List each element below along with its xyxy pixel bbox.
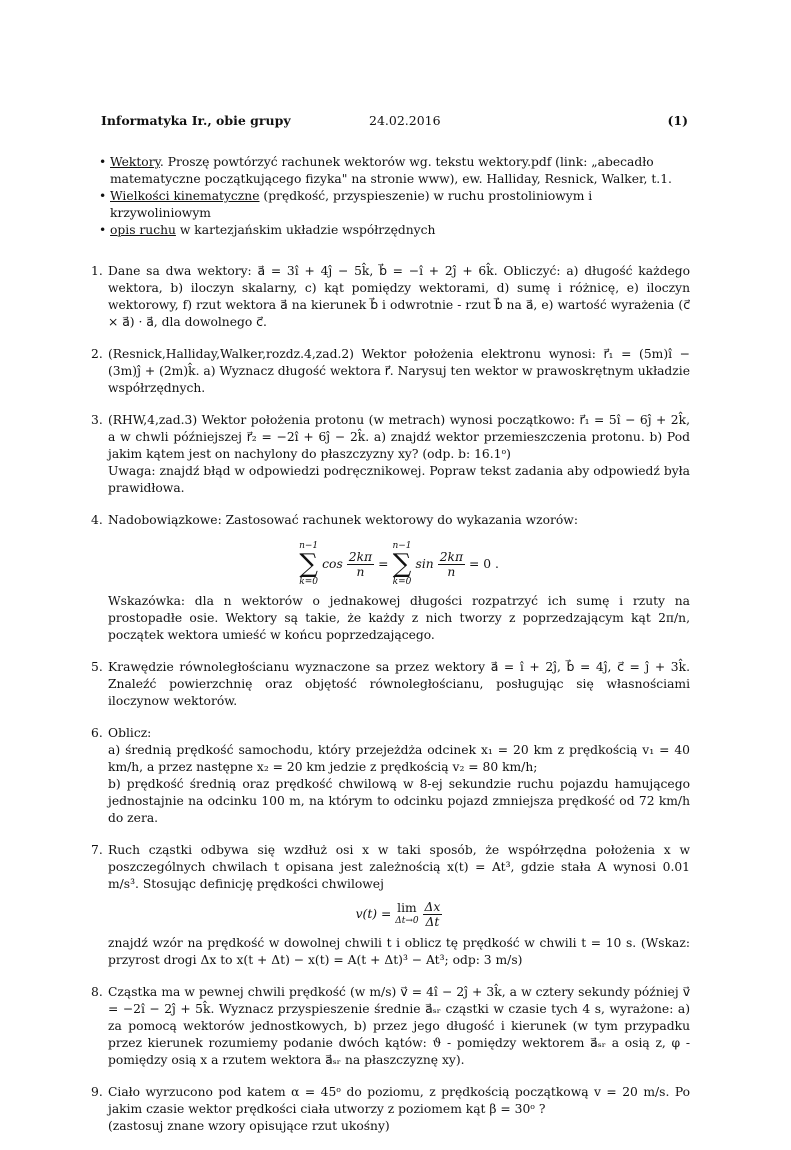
task-number: 1. — [91, 264, 103, 278]
sum-formula — [108, 536, 690, 587]
sum-lower: k=0 — [299, 577, 318, 587]
topic-text: w kartezjańskim układzie współrzędnych — [175, 223, 436, 237]
task-text: (RHW,4,zad.3) Wektor położenia protonu (w metrach) wynosi początkowo: r⃗₁ = 5î − 6ĵ + 2k̂, a w chwli późniejszej r⃗₂ = −2î + 6ĵ − 2k̂. a) znajdź wektor przemieszczenia protonu. b) Pod jakim kątem jest on nachylony do płaszczyzny xy? (odp. b: 16.1ᵒ) — [108, 413, 690, 461]
task-text-after: znajdź wzór na prędkość w dowolnej chwili t i oblicz tę prędkość w chwili t = 10 s. (Wskaz: przyrost drogi Δx to x(t + Δt) − x(t) = A(t + Δt)³ − At³; odp: 3 m/s) — [108, 936, 690, 967]
topic-item — [99, 222, 690, 239]
fraction — [423, 900, 443, 929]
task-number: 3. — [91, 413, 103, 427]
task-7 — [91, 842, 690, 969]
task-3 — [91, 412, 690, 497]
course-title: Informatyka Ir., obie grupy — [101, 113, 291, 128]
task-line: Oblicz: — [108, 726, 152, 740]
task-number: 2. — [91, 347, 103, 361]
limit-label: lim — [397, 900, 417, 915]
fraction-numerator: Δx — [424, 900, 441, 914]
tasks-list — [90, 263, 690, 1135]
sigma-icon: ∑ — [299, 549, 318, 579]
sum-upper: n−1 — [392, 541, 412, 551]
task-6 — [91, 725, 690, 827]
fraction-denominator: n — [447, 564, 456, 579]
fraction-numerator: 2kπ — [348, 549, 373, 564]
task-text: Cząstka ma w pewnej chwili prędkość (w m/s) v⃗ = 4î − 2ĵ + 3k̂, a w cztery sekundy później v⃗ = −2î − 2ĵ + 5k̂. Wyznacz przyspieszenie średnie a⃗ₛᵣ cząstki w czasie tych 4 s, wyrażone: a) za pomocą wektorów jednostkowych, b) przez jego długość i kierunek (w tym przypadku przez kierunek rozumiemy podanie dwóch kątów: ϑ - pomiędzy wektorem a⃗ₛᵣ a osią z, φ - pomiędzy osią x a rzutem wektora a⃗ₛᵣ na płaszczyznę xy). — [108, 985, 690, 1067]
topic-term: Wektory — [110, 155, 160, 169]
page — [90, 112, 690, 1150]
limit-subscript: Δt→0 — [395, 915, 419, 926]
topic-term: Wielkości kinematyczne — [110, 189, 260, 203]
task-2 — [91, 346, 690, 397]
sum-lower: k=0 — [392, 577, 412, 587]
topics-list — [99, 154, 690, 239]
fraction-numerator: 2kπ — [439, 549, 464, 564]
sum-symbol — [392, 541, 411, 587]
velocity-formula — [108, 900, 690, 929]
fraction — [438, 550, 465, 579]
task-9 — [91, 1084, 690, 1135]
topic-item — [99, 188, 690, 222]
task-note: (zastosuj znane wzory opisujące rzut ukośny) — [108, 1119, 390, 1133]
fraction — [347, 550, 374, 579]
task-5 — [91, 659, 690, 710]
sheet-number: (1) — [667, 113, 688, 128]
equation-tail: = 0 . — [469, 556, 499, 571]
limit — [395, 902, 418, 928]
fraction-denominator: n — [356, 564, 365, 579]
topic-term: opis ruchu — [110, 223, 176, 237]
task-8 — [91, 984, 690, 1069]
task-number: 9. — [91, 1085, 103, 1099]
velocity-lhs: v(t) = — [355, 907, 392, 921]
sigma-icon: ∑ — [392, 549, 412, 579]
task-number: 7. — [91, 843, 103, 857]
task-intro: Nadobowiązkowe: Zastosować rachunek wektorowy do wykazania wzorów: — [108, 513, 578, 527]
sum-symbol — [299, 541, 318, 587]
task-line: a) średnią prędkość samochodu, który przejeżdża odcinek x₁ = 20 km z prędkością v₁ = 40 km/h, a przez następne x₂ = 20 km jedzie z prędkością v₂ = 80 km/h; — [108, 743, 690, 774]
task-number: 4. — [91, 513, 103, 527]
task-4 — [91, 512, 690, 644]
task-number: 8. — [91, 985, 103, 999]
bullet-icon: • — [99, 223, 107, 237]
task-line: b) prędkość średnią oraz prędkość chwilową w 8-ej sekundzie ruchu pojazdu hamującego jednostajnie na odcinku 100 m, na którym to odcinku pojazd zmniejsza prędkość od 72 km/h do zera. — [108, 777, 690, 825]
sin-label: sin — [415, 556, 434, 571]
task-text: (Resnick,Halliday,Walker,rozdz.4,zad.2) Wektor położenia elektronu wynosi: r⃗₁ = (5m)î − (3m)ĵ + (2m)k̂. a) Wyznacz długość wektora r⃗. Narysuj ten wektor w prawoskrętnym układzie współrzędnych. — [108, 347, 690, 395]
task-1 — [91, 263, 690, 331]
equals-sign: = — [378, 556, 389, 571]
task-note: Uwaga: znajdź błąd w odpowiedzi podręcznikowej. Popraw tekst zadania aby odpowiedź była prawidłowa. — [108, 464, 690, 495]
task-text: Ruch cząstki odbywa się wzdłuż osi x w taki sposób, że współrzędna położenia x w poszczególnych chwilach t opisana jest zależnością x(t) = At³, gdzie stała A wynosi 0.01 m/s³. Stosując definicję prędkości chwilowej — [108, 843, 690, 891]
task-text: Ciało wyrzucono pod katem α = 45ᵒ do poziomu, z prędkością początkową v = 20 m/s. Po jakim czasie wektor prędkości ciała utworzy z poziomem kąt β = 30ᵒ ? — [108, 1085, 690, 1116]
task-hint: Wskazówka: dla n wektorów o jednakowej długości rozpatrzyć ich sumę i rzuty na prostopadłe osie. Wektory są takie, że każdy z nich tworzy z poprzedzającym kąt 2π/n, początek wektora umieść w końcu poprzedzającego. — [108, 594, 690, 642]
topic-text: (prędkość, przyspieszenie) w ruchu prostoliniowym i krzywoliniowym — [110, 189, 593, 220]
topic-text: . Proszę powtórzyć rachunek wektorów wg. tekstu wektory.pdf (link: „abecadło matematyczne początkującego fizyka" na stronie www), ew. Halliday, Resnick, Walker, t.1. — [110, 155, 672, 186]
bullet-icon: • — [99, 189, 107, 203]
date: 24.02.2016 — [369, 113, 441, 128]
bullet-icon: • — [99, 155, 107, 169]
fraction-denominator: Δt — [425, 915, 440, 929]
page-header — [90, 112, 690, 132]
task-text: Krawędzie równoległościanu wyznaczone sa przez wektory a⃗ = î + 2ĵ, b⃗ = 4ĵ, c⃗ = ĵ + 3k̂. Znaleźć powierzchnię oraz objętość równoległościanu, posługując się własnościami iloczynow wektorów. — [108, 660, 690, 708]
sum-upper: n−1 — [299, 541, 319, 551]
topic-item — [99, 154, 690, 188]
task-number: 5. — [91, 660, 103, 674]
task-number: 6. — [91, 726, 103, 740]
task-text: Dane sa dwa wektory: a⃗ = 3î + 4ĵ − 5k̂, b⃗ = −î + 2ĵ + 6k̂. Obliczyć: a) długość każdego wektora, b) iloczyn skalarny, c) kąt pomiędzy wektorami, d) sumę i różnicę, e) iloczyn wektorowy, f) rzut wektora a⃗ na kierunek b⃗ i odwrotnie - rzut b⃗ na a⃗, e) wartość wyrażenia (c⃗ × a⃗) · a⃗, dla dowolnego c⃗. — [108, 264, 690, 329]
cos-label: cos — [322, 556, 343, 571]
